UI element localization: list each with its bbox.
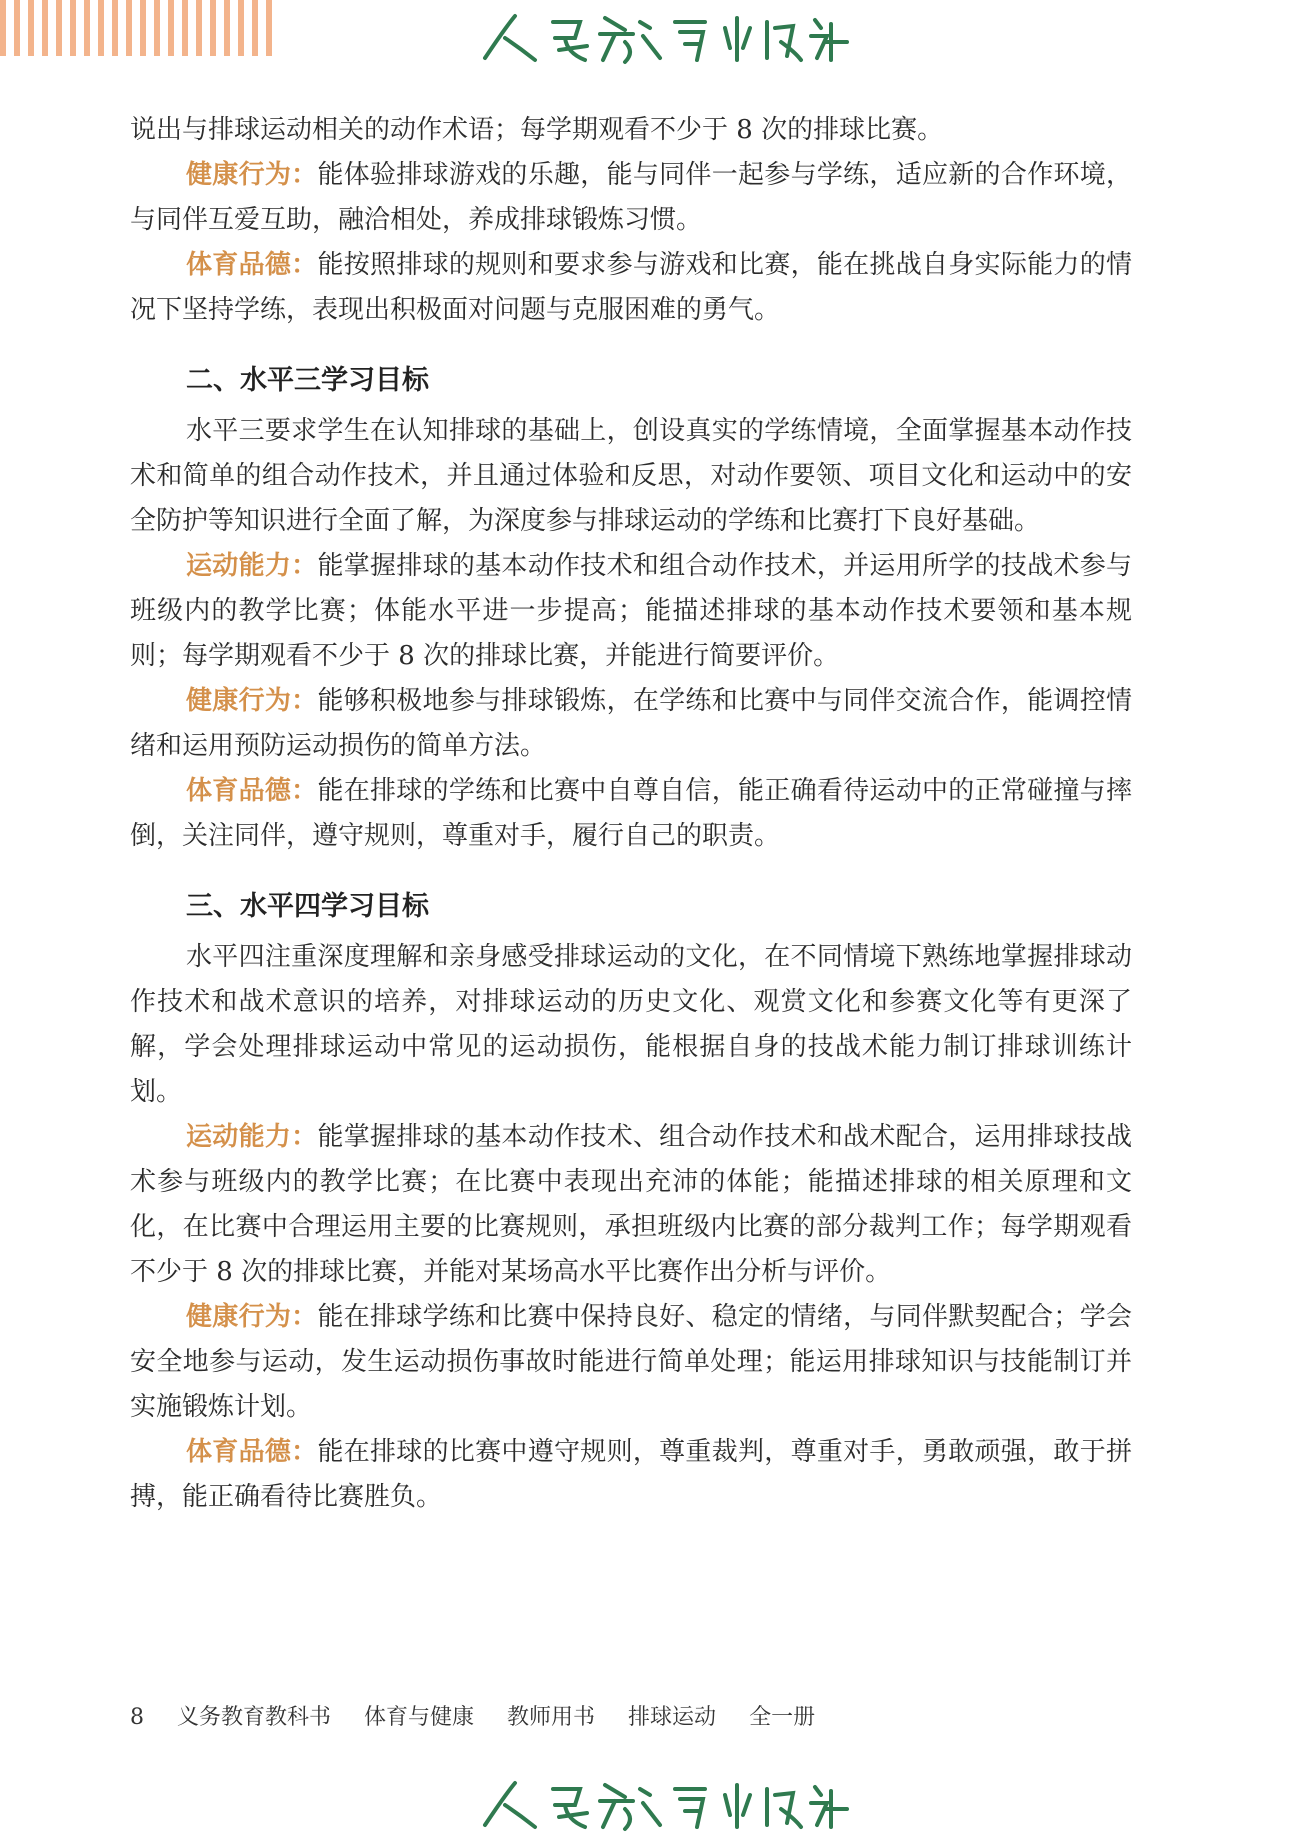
footer-item: 义务教育教科书	[177, 1705, 332, 1730]
motor-ability-label: 运动能力：	[186, 551, 318, 581]
health-behavior-label: 健康行为：	[186, 1302, 318, 1332]
page-body	[130, 108, 1132, 1520]
health-behavior-label: 健康行为：	[186, 686, 318, 716]
publisher-logo-bottom	[475, 1775, 855, 1835]
level3-ethics-paragraph	[130, 769, 1132, 859]
motor-ability-text: 能掌握排球的基本动作技术、组合动作技术和战术配合，运用排球技战术参与班级内的教学比赛；在比赛中表现出充沛的体能；能描述排球的相关原理和文化，在比赛中合理运用主要的比赛规则，承担班级内比赛的部分裁判工作；每学期观看不少于 8 次的排球比赛，并能对某场高水平比赛作出分析与评价。	[130, 1122, 1132, 1287]
health-behavior-text: 能体验排球游戏的乐趣，能与同伴一起参与学练，适应新的合作环境，与同伴互爱互助，融洽相处，养成排球锻炼习惯。	[130, 160, 1132, 235]
sports-ethics-label: 体育品德：	[186, 1437, 318, 1467]
footer-item: 全一册	[749, 1705, 816, 1730]
sports-ethics-text: 能在排球的学练和比赛中自尊自信，能正确看待运动中的正常碰撞与摔倒，关注同伴，遵守规则，尊重对手，履行自己的职责。	[130, 776, 1132, 851]
intro-line: 说出与排球运动相关的动作术语；每学期观看不少于 8 次的排球比赛。	[130, 115, 944, 145]
motor-ability-label: 运动能力：	[186, 1122, 318, 1152]
footer-item: 排球运动	[628, 1705, 717, 1730]
intro-ethics-paragraph	[130, 243, 1132, 333]
level4-health-paragraph	[130, 1295, 1132, 1430]
sports-ethics-label: 体育品德：	[186, 776, 318, 806]
page-footer	[130, 1700, 841, 1731]
header-stripes	[0, 0, 300, 56]
publisher-logo-top	[475, 8, 855, 68]
level4-motor-paragraph	[130, 1115, 1132, 1295]
page-number: 8	[130, 1705, 144, 1730]
section-title-level3: 二、水平三学习目标	[186, 365, 429, 396]
level3-intro: 水平三要求学生在认知排球的基础上，创设真实的学练情境，全面掌握基本动作技术和简单的组合动作技术，并且通过体验和反思，对动作要领、项目文化和运动中的安全防护等知识进行全面了解，为深度参与排球运动的学练和比赛打下良好基础。	[130, 416, 1132, 536]
health-behavior-label: 健康行为：	[186, 160, 318, 190]
sports-ethics-label: 体育品德：	[186, 250, 318, 280]
footer-item: 教师用书	[507, 1705, 596, 1730]
motor-ability-text: 能掌握排球的基本动作技术和组合动作技术，并运用所学的技战术参与班级内的教学比赛；体能水平进一步提高；能描述排球的基本动作技术要领和基本规则；每学期观看不少于 8 次的排球比赛，并能进行简要评价。	[130, 551, 1132, 671]
publisher-name-bottom: 人民教育出版社	[661, 1833, 669, 1834]
level4-intro: 水平四注重深度理解和亲身感受排球运动的文化，在不同情境下熟练地掌握排球动作技术和战术意识的培养，对排球运动的历史文化、观赏文化和参赛文化等有更深了解，学会处理排球运动中常见的运动损伤，能根据自身的技战术能力制订排球训练计划。	[130, 942, 1132, 1107]
section-title-level4: 三、水平四学习目标	[186, 891, 429, 922]
health-behavior-text: 能够积极地参与排球锻炼，在学练和比赛中与同伴交流合作，能调控情绪和运用预防运动损伤的简单方法。	[130, 686, 1132, 761]
level4-ethics-paragraph	[130, 1430, 1132, 1520]
health-behavior-text: 能在排球学练和比赛中保持良好、稳定的情绪，与同伴默契配合；学会安全地参与运动，发生运动损伤事故时能进行简单处理；能运用排球知识与技能制订并实施锻炼计划。	[130, 1302, 1132, 1422]
intro-health-paragraph	[130, 153, 1132, 243]
sports-ethics-text: 能按照排球的规则和要求参与游戏和比赛，能在挑战自身实际能力的情况下坚持学练，表现出积极面对问题与克服困难的勇气。	[130, 250, 1132, 325]
publisher-name-top: 人民教育出版社	[661, 66, 669, 67]
level3-health-paragraph	[130, 679, 1132, 769]
footer-item: 体育与健康	[364, 1705, 475, 1730]
sports-ethics-text: 能在排球的比赛中遵守规则，尊重裁判，尊重对手，勇敢顽强，敢于拼搏，能正确看待比赛胜负。	[130, 1437, 1132, 1512]
level3-motor-paragraph	[130, 544, 1132, 679]
